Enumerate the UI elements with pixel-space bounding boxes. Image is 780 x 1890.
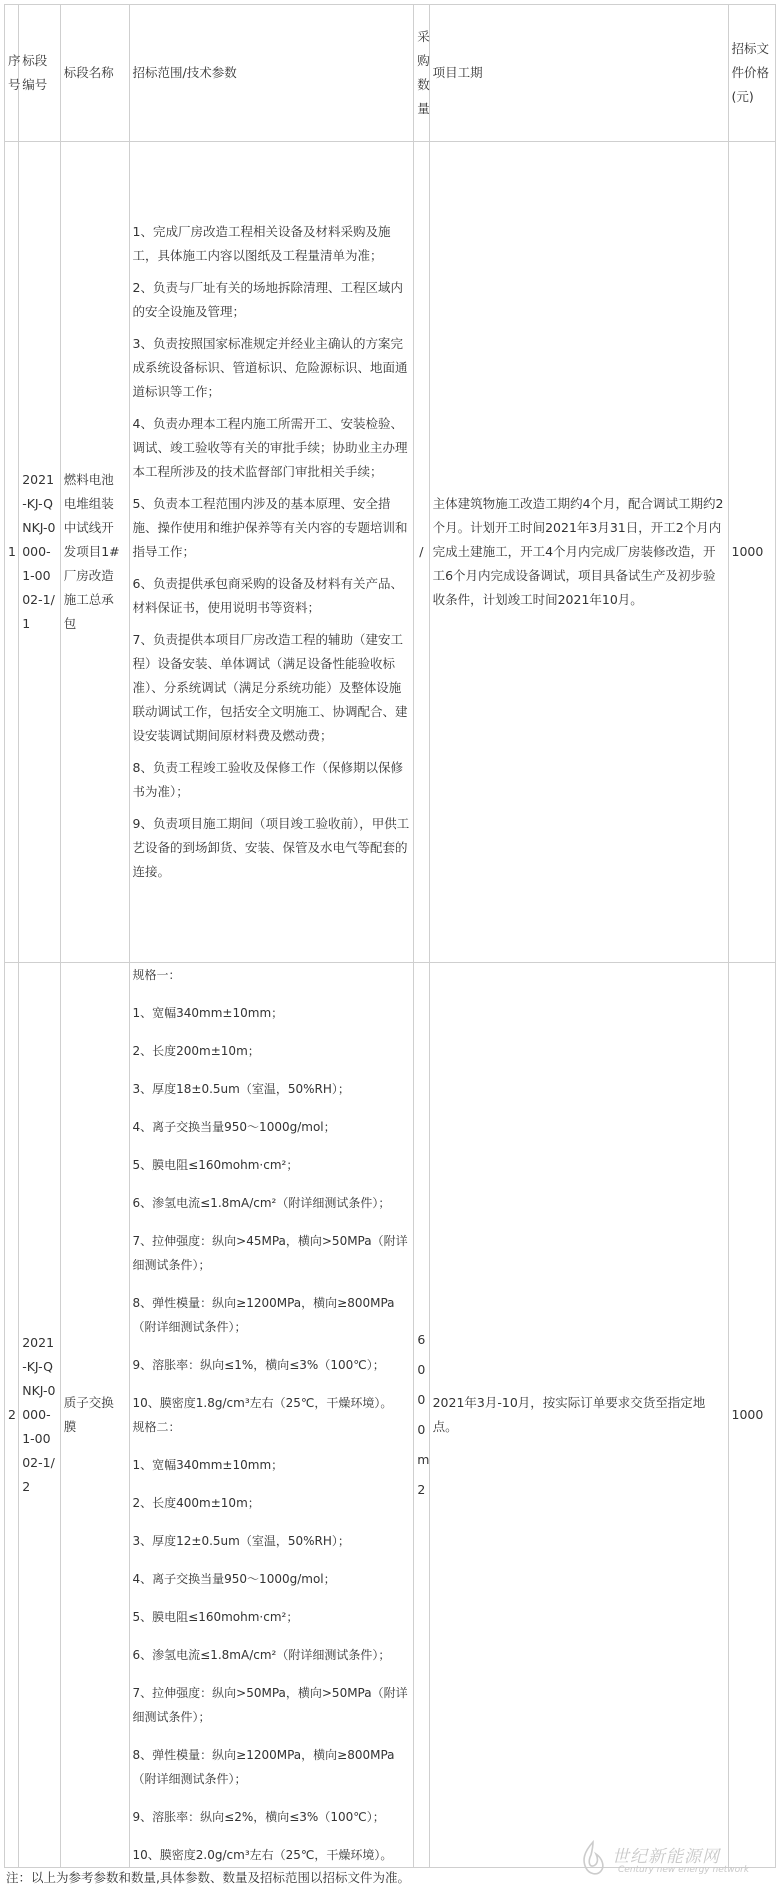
header-section-no: 标段编号 — [19, 5, 61, 142]
spec-item: 2、长度200m±10m； — [132, 1044, 260, 1058]
quantity-char: 0 — [417, 1392, 426, 1407]
spec-item: 9、溶胀率：纵向≤2%，横向≤3%（100℃）； — [132, 1810, 385, 1824]
spec-item: 1、宽幅340mm±10mm； — [132, 1458, 284, 1472]
param-item: 2、负责与厂址有关的场地拆除清理、工程区域内的安全设施及管理； — [132, 280, 403, 319]
row2-section-name: 质子交换膜 — [60, 963, 129, 1868]
param-item: 5、负责本工程范围内涉及的基本原理、安全措施、操作使用和维护保养等有关内容的专题培训和指导工作； — [132, 496, 408, 559]
spec-group-2 — [133, 1415, 411, 1867]
watermark-logo — [578, 1838, 768, 1884]
spec-item: 10、膜密度1.8g/cm³左右（25℃，干燥环境）。 — [132, 1396, 393, 1410]
param-item: 8、负责工程竣工验收及保修工作（保修期以保修书为准）； — [132, 760, 403, 799]
spec-item: 4、离子交换当量950～1000g/mol； — [132, 1120, 336, 1134]
table-row — [5, 142, 776, 963]
spec-item: 3、厚度18±0.5um（室温，50%RH）； — [132, 1082, 350, 1096]
row1-quantity: / — [414, 142, 429, 963]
spec-title: 规格一： — [132, 968, 181, 982]
spec-item: 7、拉伸强度：纵向>50MPa，横向>50MPa（附详细测试条件）； — [132, 1686, 408, 1724]
spec-item: 8、弹性模量：纵向≥1200MPa，横向≥800MPa（附详细测试条件）； — [132, 1296, 395, 1334]
row2-seq: 2 — [5, 963, 19, 1868]
watermark-cn: 世纪新能源网 — [612, 1847, 720, 1867]
spec-item: 10、膜密度2.0g/cm³左右（25℃，干燥环境）。 — [132, 1848, 393, 1862]
row1-seq: 1 — [5, 142, 19, 963]
param-item: 7、负责提供本项目厂房改造工程的辅助（建安工程）设备安装、单体调试（满足设备性能验收标准）、分系统调试（满足分系统功能）及整体设施联动调试工作，包括安全文明施工、协调配合、建设安装调试期间原材料费及燃动费； — [132, 632, 408, 743]
row1-section-name: 燃料电池电堆组装中试线开发项目1#厂房改造施工总承包 — [60, 142, 129, 963]
param-item: 4、负责办理本工程内施工所需开工、安装检验、调试、竣工验收等有关的审批手续；协助业主办理本工程所涉及的技术监督部门审批相关手续； — [132, 416, 408, 479]
spec-item: 7、拉伸强度：纵向>45MPa，横向>50MPa（附详细测试条件）； — [132, 1234, 408, 1272]
header-seq: 序号 — [5, 5, 19, 142]
row2-price: 1000 — [728, 963, 776, 1868]
table-row — [5, 963, 776, 1868]
spec-item: 5、膜电阻≤160mohm·cm²； — [132, 1610, 299, 1624]
row2-quantity — [414, 963, 429, 1868]
header-scope: 招标范围/技术参数 — [129, 5, 414, 142]
spec-item: 2、长度400m±10m； — [132, 1496, 260, 1510]
quantity-char: 0 — [417, 1362, 426, 1377]
spec-title: 规格二： — [132, 1420, 181, 1434]
row2-period: 2021年3月-10月，按实际订单要求交货至指定地点。 — [429, 963, 728, 1868]
footnote: 注：以上为参考参数和数量,具体参数、数量及招标范围以招标文件为准。 — [6, 1870, 410, 1885]
flame-logo-icon — [578, 1840, 608, 1880]
spec-item: 6、渗氢电流≤1.8mA/cm²（附详细测试条件）； — [132, 1196, 391, 1210]
spec-item: 8、弹性模量：纵向≥1200MPa，横向≥800MPa（附详细测试条件）； — [132, 1748, 395, 1786]
row2-tech-specs — [129, 963, 414, 1868]
param-item: 1、完成厂房改造工程相关设备及材料采购及施工，具体施工内容以图纸及工程量清单为准； — [132, 224, 391, 263]
row1-price: 1000 — [728, 142, 776, 963]
quantity-char: m — [417, 1452, 430, 1467]
bid-table — [4, 4, 776, 1868]
table-header-row — [5, 5, 776, 142]
watermark-en: Century new energy network — [618, 1865, 750, 1875]
row2-section-no: 2021-KJ-QNKJ-0000-1-0002-1/2 — [19, 963, 61, 1868]
quantity-char: 0 — [417, 1422, 426, 1437]
header-period: 项目工期 — [429, 5, 728, 142]
spec-item: 3、厚度12±0.5um（室温，50%RH）； — [132, 1534, 350, 1548]
spec-item: 4、离子交换当量950～1000g/mol； — [132, 1572, 336, 1586]
spec-item: 6、渗氢电流≤1.8mA/cm²（附详细测试条件）； — [132, 1648, 391, 1662]
spec-item: 9、溶胀率：纵向≤1%，横向≤3%（100℃）； — [132, 1358, 385, 1372]
param-item: 3、负责按照国家标准规定并经业主确认的方案完成系统设备标识、管道标识、危险源标识、地面通道标识等工作； — [132, 336, 408, 399]
param-item: 9、负责项目施工期间（项目竣工验收前），甲供工艺设备的到场卸货、安装、保管及水电气等配套的连接。 — [132, 816, 410, 879]
row1-section-no: 2021-KJ-QNKJ-0000-1-0002-1/1 — [19, 142, 61, 963]
spec-item: 1、宽幅340mm±10mm； — [132, 1006, 284, 1020]
quantity-char: 2 — [417, 1482, 426, 1497]
spec-group-1 — [133, 963, 411, 1415]
spec-item: 5、膜电阻≤160mohm·cm²； — [132, 1158, 299, 1172]
header-price: 招标文件价格(元) — [728, 5, 776, 142]
header-quantity: 采购数量 — [414, 5, 429, 142]
param-item: 6、负责提供承包商采购的设备及材料有关产品、材料保证书，使用说明书等资料； — [132, 576, 403, 615]
row1-scope-params — [129, 142, 414, 963]
header-section-name: 标段名称 — [60, 5, 129, 142]
row1-period: 主体建筑物施工改造工期约4个月，配合调试工期约2个月。计划开工时间2021年3月31日，开工2个月内完成土建施工，开工4个月内完成厂房装修改造，开工6个月内完成设备调试，项目具备试生产及初步验收条件，计划竣工时间2021年10月。 — [429, 142, 728, 963]
quantity-char: 6 — [417, 1332, 426, 1347]
